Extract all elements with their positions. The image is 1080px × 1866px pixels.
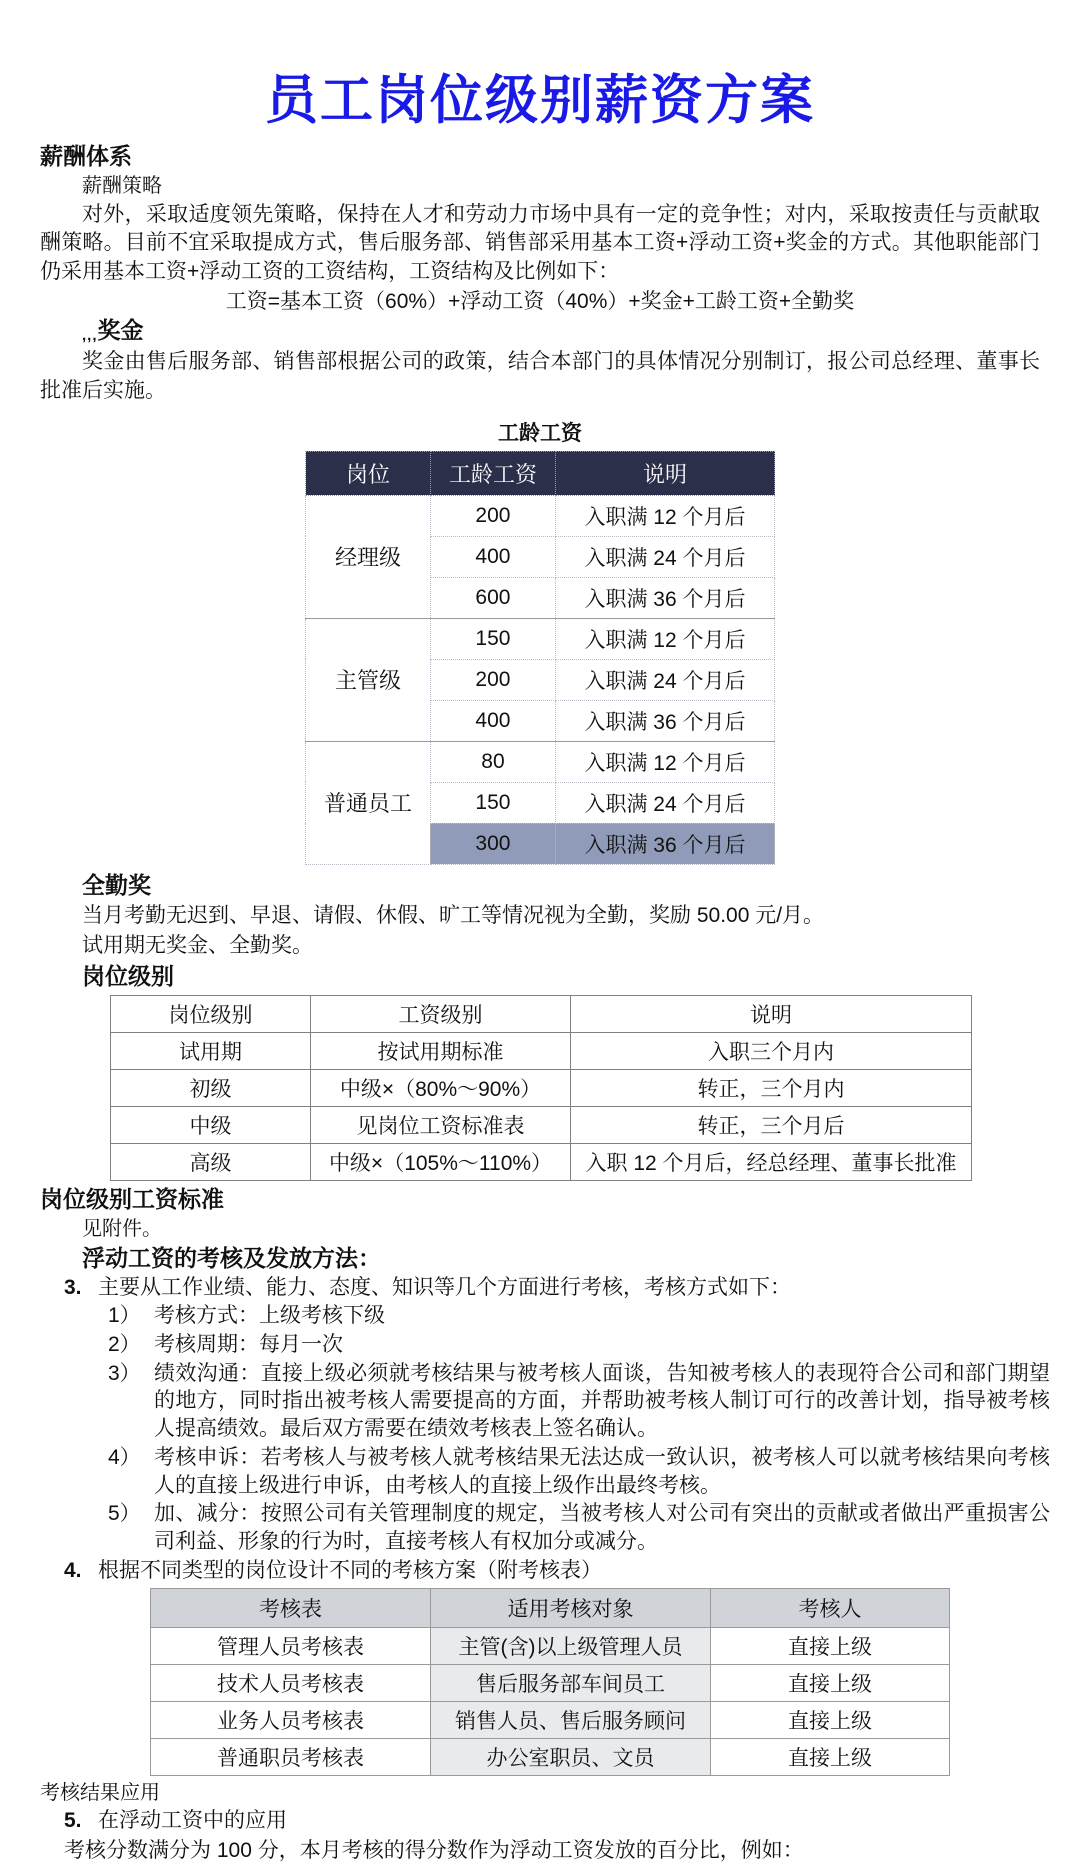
col-position: 岗位 — [306, 451, 431, 495]
table-row — [111, 1070, 972, 1107]
subheading-compensation-policy: 薪酬策略 — [82, 175, 162, 198]
cell-target: 主管(含)以上级管理人员 — [431, 1628, 711, 1665]
cell-form: 管理人员考核表 — [151, 1628, 431, 1665]
list-text: 主要从工作业绩、能力、态度、知识等几个方面进行考核，考核方式如下： — [98, 1275, 791, 1299]
table-row — [306, 618, 775, 659]
document-page — [0, 71, 1080, 1863]
cell-form: 业务人员考核表 — [151, 1702, 431, 1739]
table-row — [111, 1144, 972, 1181]
cell-assessor: 直接上级 — [711, 1739, 950, 1776]
seniority-table-block — [0, 417, 1080, 865]
list-marker: 5. — [64, 1809, 82, 1833]
cell-pay: 80 — [430, 741, 555, 782]
cell-note: 入职满 24 个月后 — [555, 782, 774, 823]
text-see-attachment: 见附件。 — [82, 1217, 162, 1240]
list-text: 加、减分：按照公司有关管理制度的规定，当被考核人对公司有突出的贡献或者做出严重损害公司利益、形象的行为时，直接考核人有权加分或减分。 — [154, 1502, 1050, 1554]
cell-target: 售后服务部车间员工 — [431, 1665, 711, 1702]
cell-form: 普通职员考核表 — [151, 1739, 431, 1776]
cell-note: 入职 12 个月后，经总经理、董事长批准 — [571, 1144, 972, 1181]
table-row — [151, 1702, 950, 1739]
list-marker: 4. — [64, 1558, 82, 1582]
cell-pay: 150 — [430, 782, 555, 823]
cell-note: 入职满 36 个月后 — [555, 700, 774, 741]
position-level-table — [110, 995, 972, 1181]
cell-note: 入职三个月内 — [571, 1033, 972, 1070]
list-text: 考核周期：每月一次 — [154, 1332, 343, 1356]
cell-salary-level: 见岗位工资标准表 — [311, 1107, 571, 1144]
table-row — [111, 1107, 972, 1144]
cell-note: 入职满 12 个月后 — [555, 741, 774, 782]
cell-note: 入职满 36 个月后 — [555, 823, 774, 864]
cell-position-level: 初级 — [111, 1070, 311, 1107]
cell-position-level: 高级 — [111, 1144, 311, 1181]
seniority-pay-table — [305, 451, 775, 865]
list-text: 在浮动工资中的应用 — [98, 1809, 287, 1833]
table-row — [151, 1739, 950, 1776]
heading-full-attendance: 全勤奖 — [82, 871, 151, 898]
list-item — [108, 1444, 1050, 1499]
cell-salary-level: 中级×（105%～110%） — [311, 1144, 571, 1181]
list-marker: 5） — [108, 1502, 141, 1526]
bonus-prefix-marks: ,,, — [82, 327, 98, 345]
table-row — [151, 1665, 950, 1702]
list-marker: 3） — [108, 1361, 141, 1385]
cell-pay: 150 — [430, 618, 555, 659]
cell-assessor: 直接上级 — [711, 1665, 950, 1702]
cell-pay: 400 — [430, 700, 555, 741]
cell-position-level: 试用期 — [111, 1033, 311, 1070]
heading-compensation-system: 薪酬体系 — [40, 143, 132, 170]
col-assessor: 考核人 — [711, 1589, 950, 1628]
list-marker: 3. — [64, 1275, 82, 1299]
cell-assessor: 直接上级 — [711, 1628, 950, 1665]
table-header-row — [111, 996, 972, 1033]
page-title: 员工岗位级别薪资方案 — [265, 71, 815, 130]
cell-position-level: 中级 — [111, 1107, 311, 1144]
cell-form: 技术人员考核表 — [151, 1665, 431, 1702]
col-note: 说明 — [571, 996, 972, 1033]
heading-bonus-label: 奖金 — [97, 317, 144, 344]
cell-pay: 200 — [430, 495, 555, 536]
cell-note: 入职满 36 个月后 — [555, 577, 774, 618]
list-item — [108, 1331, 1050, 1359]
list-item — [108, 1360, 1050, 1443]
col-salary-level: 工资级别 — [311, 996, 571, 1033]
cell-note: 转正，三个月后 — [571, 1107, 972, 1144]
table-row — [111, 1033, 972, 1070]
cell-assessor: 直接上级 — [711, 1702, 950, 1739]
col-position-level: 岗位级别 — [111, 996, 311, 1033]
cell-note: 入职满 24 个月后 — [555, 536, 774, 577]
cell-target: 办公室职员、文员 — [431, 1739, 711, 1776]
text-full-attendance-line1: 当月考勤无迟到、早退、请假、休假、旷工等情况视为全勤，奖励 50.00 元/月。 — [82, 903, 825, 927]
seniority-table-caption: 工龄工资 — [498, 421, 582, 445]
list-marker: 1） — [108, 1304, 141, 1328]
cell-position-group: 经理级 — [306, 495, 431, 618]
heading-position-salary-standard: 岗位级别工资标准 — [40, 1186, 224, 1213]
cell-salary-level: 按试用期标准 — [311, 1033, 571, 1070]
cell-pay: 300 — [430, 823, 555, 864]
cell-note: 转正，三个月内 — [571, 1070, 972, 1107]
cell-pay: 600 — [430, 577, 555, 618]
cell-position-group: 主管级 — [306, 618, 431, 741]
list-item — [64, 1274, 1042, 1302]
paragraph-result-application: 考核分数满分为 100 分，本月考核的得分数作为浮动工资发放的百分比，例如： — [64, 1839, 804, 1863]
table-row — [306, 741, 775, 782]
table-header-row — [306, 451, 775, 495]
heading-floating-salary-method: 浮动工资的考核及发放方法： — [82, 1244, 381, 1271]
list-marker: 4） — [108, 1445, 141, 1469]
list-text: 考核申诉：若考核人与被考核人就考核结果无法达成一致认识，被考核人可以就考核结果向考核人的直接上级进行申诉，由考核人的直接上级作出最终考核。 — [154, 1445, 1050, 1497]
heading-result-application: 考核结果应用 — [40, 1782, 160, 1805]
cell-target: 销售人员、售后服务顾问 — [431, 1702, 711, 1739]
col-form: 考核表 — [151, 1589, 431, 1628]
table-row — [151, 1628, 950, 1665]
heading-position-level: 岗位级别 — [82, 963, 174, 990]
cell-note: 入职满 12 个月后 — [555, 495, 774, 536]
list-text: 根据不同类型的岗位设计不同的考核方案（附考核表） — [98, 1558, 602, 1582]
paragraph-compensation-policy: 对外，采取适度领先策略，保持在人才和劳动力市场中具有一定的竞争性；对内，采取按责任与贡献取酬策略。目前不宜采取提成方式，售后服务部、销售部采用基本工资+浮动工资+奖金的方式。其他职能部门仍采用基本工资+浮动工资的工资结构，工资结构及比例如下： — [40, 203, 1040, 283]
list-marker: 2） — [108, 1332, 141, 1356]
col-seniority-pay: 工龄工资 — [430, 451, 555, 495]
col-note: 说明 — [555, 451, 774, 495]
formula-salary: 工资=基本工资（60%）+浮动工资（40%）+奖金+工龄工资+全勤奖 — [225, 290, 855, 314]
cell-pay: 200 — [430, 659, 555, 700]
cell-salary-level: 中级×（80%～90%） — [311, 1070, 571, 1107]
cell-position-group: 普通员工 — [306, 741, 431, 864]
list-text: 考核方式：上级考核下级 — [154, 1304, 385, 1328]
heading-bonus — [82, 316, 1080, 346]
list-item — [108, 1302, 1050, 1330]
cell-note: 入职满 12 个月后 — [555, 618, 774, 659]
text-full-attendance-line2: 试用期无奖金、全勤奖。 — [82, 933, 313, 957]
table-header-row — [151, 1589, 950, 1628]
list-item — [64, 1557, 1042, 1585]
list-item — [64, 1807, 1042, 1835]
cell-pay: 400 — [430, 536, 555, 577]
cell-note: 入职满 24 个月后 — [555, 659, 774, 700]
list-text: 绩效沟通：直接上级必须就考核结果与被考核人面谈，告知被考核人的表现符合公司和部门期望的地方，同时指出被考核人需要提高的方面，并帮助被考核人制订可行的改善计划，指导被考核人提高绩效。最后双方需要在绩效考核表上签名确认。 — [154, 1361, 1050, 1441]
table-row — [306, 495, 775, 536]
list-item — [108, 1500, 1050, 1555]
assessment-form-table — [150, 1588, 950, 1776]
col-target: 适用考核对象 — [431, 1589, 711, 1628]
paragraph-bonus: 奖金由售后服务部、销售部根据公司的政策，结合本部门的具体情况分别制订，报公司总经理、董事长批准后实施。 — [40, 350, 1040, 402]
